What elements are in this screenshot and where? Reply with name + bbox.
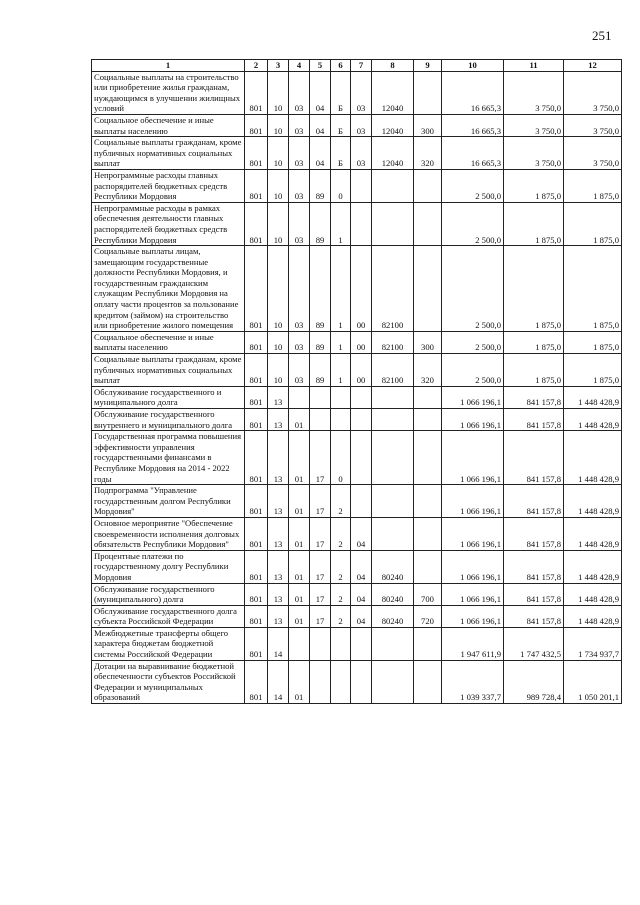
row-cell-c10: 2 500,0 bbox=[442, 246, 504, 332]
row-cell-c2: 801 bbox=[245, 354, 268, 387]
column-header: 2 bbox=[245, 60, 268, 72]
row-cell-c5 bbox=[310, 386, 331, 408]
row-cell-c10: 1 066 196,1 bbox=[442, 517, 504, 550]
column-header: 1 bbox=[92, 60, 245, 72]
row-cell-c10: 1 947 611,9 bbox=[442, 627, 504, 660]
row-cell-c5: 89 bbox=[310, 202, 331, 245]
table-row bbox=[92, 354, 622, 387]
row-cell-c3: 10 bbox=[268, 137, 289, 170]
row-cell-c6: 2 bbox=[331, 550, 351, 583]
row-cell-c4: 01 bbox=[289, 517, 310, 550]
row-cell-c6: 2 bbox=[331, 485, 351, 518]
row-cell-c5: 04 bbox=[310, 114, 331, 136]
row-cell-c3: 13 bbox=[268, 550, 289, 583]
page-number: 251 bbox=[592, 28, 612, 43]
row-cell-c12: 3 750,0 bbox=[564, 114, 622, 136]
row-cell-c5: 17 bbox=[310, 485, 331, 518]
table-row bbox=[92, 386, 622, 408]
row-cell-c5: 89 bbox=[310, 246, 331, 332]
row-cell-c5 bbox=[310, 409, 331, 431]
row-cell-c3: 13 bbox=[268, 386, 289, 408]
row-cell-c12: 1 448 428,9 bbox=[564, 386, 622, 408]
row-cell-c4: 01 bbox=[289, 485, 310, 518]
row-cell-c10: 1 066 196,1 bbox=[442, 431, 504, 485]
row-cell-c6 bbox=[331, 627, 351, 660]
table-row bbox=[92, 660, 622, 703]
row-cell-c5: 89 bbox=[310, 354, 331, 387]
row-cell-c4: 03 bbox=[289, 246, 310, 332]
row-cell-c7: 00 bbox=[351, 246, 372, 332]
row-name-cell: Социальные выплаты гражданам, кроме публичных нормативных социальных выплат bbox=[92, 354, 245, 387]
row-cell-c10: 1 066 196,1 bbox=[442, 605, 504, 627]
row-name-cell: Непрограммные расходы главных распорядителей бюджетных средств Республики Мордовия bbox=[92, 169, 245, 202]
row-cell-c12: 1 448 428,9 bbox=[564, 409, 622, 431]
column-header: 4 bbox=[289, 60, 310, 72]
row-cell-c9: 720 bbox=[414, 605, 442, 627]
row-cell-c9: 700 bbox=[414, 583, 442, 605]
row-cell-c5: 04 bbox=[310, 71, 331, 114]
row-cell-c4: 03 bbox=[289, 114, 310, 136]
row-name-cell: Социальное обеспечение и иные выплаты населению bbox=[92, 331, 245, 353]
row-cell-c2: 801 bbox=[245, 431, 268, 485]
row-cell-c3: 10 bbox=[268, 331, 289, 353]
row-name-cell: Основное мероприятие "Обеспечение своевременности исполнения долговых обязательств Республики Мордовия" bbox=[92, 517, 245, 550]
row-name-cell: Государственная программа повышения эффективности управления государственными финансами в Республике Мордовия на 2014 - 2022 годы bbox=[92, 431, 245, 485]
column-header: 7 bbox=[351, 60, 372, 72]
row-cell-c10: 1 066 196,1 bbox=[442, 409, 504, 431]
row-cell-c8: 12040 bbox=[372, 137, 414, 170]
row-cell-c4: 03 bbox=[289, 354, 310, 387]
row-cell-c12: 1 875,0 bbox=[564, 331, 622, 353]
row-cell-c9: 300 bbox=[414, 331, 442, 353]
row-cell-c11: 3 750,0 bbox=[504, 137, 564, 170]
row-cell-c10: 1 066 196,1 bbox=[442, 386, 504, 408]
row-cell-c2: 801 bbox=[245, 169, 268, 202]
row-cell-c8: 82100 bbox=[372, 246, 414, 332]
row-cell-c11: 841 157,8 bbox=[504, 605, 564, 627]
row-cell-c2: 801 bbox=[245, 409, 268, 431]
row-cell-c6: Б bbox=[331, 114, 351, 136]
row-cell-c10: 16 665,3 bbox=[442, 71, 504, 114]
row-cell-c7: 03 bbox=[351, 114, 372, 136]
row-cell-c9 bbox=[414, 169, 442, 202]
row-cell-c9 bbox=[414, 409, 442, 431]
row-cell-c12: 1 734 937,7 bbox=[564, 627, 622, 660]
row-cell-c5: 89 bbox=[310, 169, 331, 202]
row-cell-c8: 82100 bbox=[372, 354, 414, 387]
row-cell-c6: 1 bbox=[331, 354, 351, 387]
row-cell-c4 bbox=[289, 386, 310, 408]
row-cell-c4: 01 bbox=[289, 409, 310, 431]
row-name-cell: Обслуживание государственного и муниципального долга bbox=[92, 386, 245, 408]
row-cell-c6 bbox=[331, 386, 351, 408]
row-cell-c3: 10 bbox=[268, 71, 289, 114]
row-name-cell: Обслуживание государственного (муниципального) долга bbox=[92, 583, 245, 605]
row-cell-c8: 80240 bbox=[372, 583, 414, 605]
row-cell-c9 bbox=[414, 202, 442, 245]
row-cell-c7 bbox=[351, 627, 372, 660]
row-cell-c12: 1 448 428,9 bbox=[564, 431, 622, 485]
row-cell-c2: 801 bbox=[245, 246, 268, 332]
row-cell-c9 bbox=[414, 627, 442, 660]
table-row bbox=[92, 431, 622, 485]
row-cell-c7: 04 bbox=[351, 583, 372, 605]
row-cell-c5: 17 bbox=[310, 517, 331, 550]
row-cell-c3: 13 bbox=[268, 605, 289, 627]
row-cell-c11: 1 875,0 bbox=[504, 169, 564, 202]
row-cell-c10: 2 500,0 bbox=[442, 202, 504, 245]
row-cell-c7: 03 bbox=[351, 71, 372, 114]
table-row bbox=[92, 517, 622, 550]
row-cell-c2: 801 bbox=[245, 517, 268, 550]
row-cell-c4: 03 bbox=[289, 137, 310, 170]
row-cell-c6: Б bbox=[331, 71, 351, 114]
row-cell-c8 bbox=[372, 409, 414, 431]
column-header: 10 bbox=[442, 60, 504, 72]
row-cell-c7: 04 bbox=[351, 550, 372, 583]
table-row bbox=[92, 202, 622, 245]
row-cell-c4: 03 bbox=[289, 169, 310, 202]
row-cell-c3: 10 bbox=[268, 169, 289, 202]
row-name-cell: Социальные выплаты лицам, замещающим государственные должности Республики Мордовия, и государственным гражданским служащим Республики Мордовия на оплату части процентов за пользование кредитом (займом) на строительство или приобретение жилого помещения bbox=[92, 246, 245, 332]
row-cell-c12: 3 750,0 bbox=[564, 137, 622, 170]
row-cell-c3: 10 bbox=[268, 202, 289, 245]
row-cell-c5: 17 bbox=[310, 583, 331, 605]
row-cell-c2: 801 bbox=[245, 550, 268, 583]
row-cell-c4: 03 bbox=[289, 71, 310, 114]
row-cell-c8 bbox=[372, 485, 414, 518]
row-cell-c4: 03 bbox=[289, 202, 310, 245]
row-cell-c6: 2 bbox=[331, 583, 351, 605]
column-header: 12 bbox=[564, 60, 622, 72]
row-cell-c7 bbox=[351, 169, 372, 202]
row-cell-c9 bbox=[414, 485, 442, 518]
row-cell-c9: 300 bbox=[414, 114, 442, 136]
row-cell-c10: 2 500,0 bbox=[442, 169, 504, 202]
row-cell-c10: 1 039 337,7 bbox=[442, 660, 504, 703]
row-cell-c4 bbox=[289, 627, 310, 660]
row-cell-c5 bbox=[310, 660, 331, 703]
row-cell-c12: 1 448 428,9 bbox=[564, 605, 622, 627]
row-cell-c2: 801 bbox=[245, 660, 268, 703]
column-header: 11 bbox=[504, 60, 564, 72]
row-cell-c8: 12040 bbox=[372, 114, 414, 136]
row-cell-c11: 841 157,8 bbox=[504, 386, 564, 408]
row-cell-c8 bbox=[372, 169, 414, 202]
table-row bbox=[92, 550, 622, 583]
row-cell-c3: 13 bbox=[268, 517, 289, 550]
row-name-cell: Подпрограмма "Управление государственным долгом Республики Мордовия" bbox=[92, 485, 245, 518]
row-cell-c8: 82100 bbox=[372, 331, 414, 353]
row-cell-c9 bbox=[414, 431, 442, 485]
row-cell-c12: 1 050 201,1 bbox=[564, 660, 622, 703]
row-cell-c6 bbox=[331, 660, 351, 703]
row-cell-c6: Б bbox=[331, 137, 351, 170]
row-cell-c4: 01 bbox=[289, 605, 310, 627]
table-row bbox=[92, 169, 622, 202]
column-header: 3 bbox=[268, 60, 289, 72]
row-cell-c10: 2 500,0 bbox=[442, 331, 504, 353]
row-cell-c9: 320 bbox=[414, 354, 442, 387]
row-cell-c5 bbox=[310, 627, 331, 660]
row-cell-c6: 2 bbox=[331, 517, 351, 550]
table-header-row bbox=[92, 60, 622, 72]
row-cell-c9 bbox=[414, 71, 442, 114]
row-cell-c2: 801 bbox=[245, 71, 268, 114]
row-cell-c8 bbox=[372, 202, 414, 245]
row-cell-c12: 1 875,0 bbox=[564, 202, 622, 245]
row-cell-c12: 3 750,0 bbox=[564, 71, 622, 114]
row-cell-c4: 01 bbox=[289, 660, 310, 703]
table-row bbox=[92, 331, 622, 353]
row-cell-c4: 03 bbox=[289, 331, 310, 353]
row-cell-c6 bbox=[331, 409, 351, 431]
row-name-cell: Дотации на выравнивание бюджетной обеспеченности субъектов Российской Федерации и муниципальных образований bbox=[92, 660, 245, 703]
row-cell-c10: 16 665,3 bbox=[442, 114, 504, 136]
row-cell-c6: 0 bbox=[331, 431, 351, 485]
table-row bbox=[92, 246, 622, 332]
row-cell-c12: 1 875,0 bbox=[564, 246, 622, 332]
row-cell-c3: 14 bbox=[268, 627, 289, 660]
row-cell-c8 bbox=[372, 660, 414, 703]
row-cell-c8 bbox=[372, 431, 414, 485]
row-cell-c12: 1 448 428,9 bbox=[564, 517, 622, 550]
table-row bbox=[92, 583, 622, 605]
row-cell-c6: 2 bbox=[331, 605, 351, 627]
row-cell-c7 bbox=[351, 660, 372, 703]
row-cell-c8: 80240 bbox=[372, 550, 414, 583]
row-cell-c4: 01 bbox=[289, 583, 310, 605]
row-cell-c7: 04 bbox=[351, 605, 372, 627]
row-cell-c9: 320 bbox=[414, 137, 442, 170]
row-cell-c5: 17 bbox=[310, 605, 331, 627]
row-cell-c8 bbox=[372, 517, 414, 550]
row-name-cell: Процентные платежи по государственному долгу Республики Мордовия bbox=[92, 550, 245, 583]
column-header: 5 bbox=[310, 60, 331, 72]
row-cell-c11: 1 875,0 bbox=[504, 354, 564, 387]
row-cell-c12: 1 875,0 bbox=[564, 354, 622, 387]
row-cell-c8: 12040 bbox=[372, 71, 414, 114]
row-cell-c5: 89 bbox=[310, 331, 331, 353]
table-row bbox=[92, 605, 622, 627]
row-cell-c7: 00 bbox=[351, 331, 372, 353]
table-row bbox=[92, 71, 622, 114]
row-cell-c12: 1 875,0 bbox=[564, 169, 622, 202]
row-cell-c10: 16 665,3 bbox=[442, 137, 504, 170]
row-name-cell: Межбюджетные трансферты общего характера бюджетам бюджетной системы Российской Федерации bbox=[92, 627, 245, 660]
row-cell-c11: 1 747 432,5 bbox=[504, 627, 564, 660]
row-cell-c10: 1 066 196,1 bbox=[442, 583, 504, 605]
row-cell-c11: 841 157,8 bbox=[504, 583, 564, 605]
row-cell-c12: 1 448 428,9 bbox=[564, 485, 622, 518]
row-cell-c9 bbox=[414, 550, 442, 583]
table-row bbox=[92, 114, 622, 136]
row-cell-c3: 10 bbox=[268, 246, 289, 332]
row-cell-c3: 13 bbox=[268, 431, 289, 485]
row-cell-c5: 17 bbox=[310, 550, 331, 583]
row-cell-c11: 3 750,0 bbox=[504, 71, 564, 114]
row-cell-c9 bbox=[414, 386, 442, 408]
column-header: 9 bbox=[414, 60, 442, 72]
row-cell-c6: 0 bbox=[331, 169, 351, 202]
budget-table bbox=[91, 59, 622, 704]
table-row bbox=[92, 137, 622, 170]
row-cell-c3: 13 bbox=[268, 485, 289, 518]
row-cell-c10: 1 066 196,1 bbox=[442, 485, 504, 518]
row-cell-c9 bbox=[414, 660, 442, 703]
row-cell-c4: 01 bbox=[289, 431, 310, 485]
column-header: 6 bbox=[331, 60, 351, 72]
row-cell-c2: 801 bbox=[245, 627, 268, 660]
row-cell-c11: 841 157,8 bbox=[504, 485, 564, 518]
row-cell-c7 bbox=[351, 485, 372, 518]
row-cell-c3: 13 bbox=[268, 583, 289, 605]
row-cell-c11: 1 875,0 bbox=[504, 246, 564, 332]
row-name-cell: Социальное обеспечение и иные выплаты населению bbox=[92, 114, 245, 136]
row-cell-c5: 04 bbox=[310, 137, 331, 170]
row-cell-c12: 1 448 428,9 bbox=[564, 583, 622, 605]
row-cell-c6: 1 bbox=[331, 331, 351, 353]
row-cell-c3: 10 bbox=[268, 114, 289, 136]
row-cell-c8: 80240 bbox=[372, 605, 414, 627]
row-cell-c8 bbox=[372, 386, 414, 408]
row-cell-c11: 1 875,0 bbox=[504, 331, 564, 353]
row-cell-c10: 2 500,0 bbox=[442, 354, 504, 387]
column-header: 8 bbox=[372, 60, 414, 72]
row-cell-c2: 801 bbox=[245, 386, 268, 408]
row-cell-c3: 14 bbox=[268, 660, 289, 703]
row-cell-c12: 1 448 428,9 bbox=[564, 550, 622, 583]
row-cell-c7 bbox=[351, 386, 372, 408]
row-cell-c7: 03 bbox=[351, 137, 372, 170]
row-cell-c7 bbox=[351, 431, 372, 485]
row-cell-c7 bbox=[351, 202, 372, 245]
row-cell-c2: 801 bbox=[245, 605, 268, 627]
table-row bbox=[92, 485, 622, 518]
row-cell-c8 bbox=[372, 627, 414, 660]
row-cell-c9 bbox=[414, 517, 442, 550]
row-cell-c6: 1 bbox=[331, 202, 351, 245]
row-cell-c9 bbox=[414, 246, 442, 332]
row-cell-c11: 3 750,0 bbox=[504, 114, 564, 136]
row-name-cell: Социальные выплаты на строительство или приобретение жилья гражданам, нуждающимся в улучшении жилищных условий bbox=[92, 71, 245, 114]
row-cell-c2: 801 bbox=[245, 583, 268, 605]
row-name-cell: Обслуживание государственного внутреннего и муниципального долга bbox=[92, 409, 245, 431]
row-cell-c2: 801 bbox=[245, 114, 268, 136]
row-name-cell: Социальные выплаты гражданам, кроме публичных нормативных социальных выплат bbox=[92, 137, 245, 170]
table-row bbox=[92, 409, 622, 431]
row-cell-c4: 01 bbox=[289, 550, 310, 583]
row-cell-c7: 04 bbox=[351, 517, 372, 550]
row-cell-c7 bbox=[351, 409, 372, 431]
row-cell-c6: 1 bbox=[331, 246, 351, 332]
row-cell-c11: 989 728,4 bbox=[504, 660, 564, 703]
row-cell-c5: 17 bbox=[310, 431, 331, 485]
row-cell-c2: 801 bbox=[245, 137, 268, 170]
row-cell-c11: 1 875,0 bbox=[504, 202, 564, 245]
row-cell-c11: 841 157,8 bbox=[504, 550, 564, 583]
row-cell-c11: 841 157,8 bbox=[504, 517, 564, 550]
row-cell-c3: 10 bbox=[268, 354, 289, 387]
table-row bbox=[92, 627, 622, 660]
row-cell-c2: 801 bbox=[245, 202, 268, 245]
row-name-cell: Непрограммные расходы в рамках обеспечения деятельности главных распорядителей бюджетных средств Республики Мордовия bbox=[92, 202, 245, 245]
table-body bbox=[92, 71, 622, 703]
row-cell-c2: 801 bbox=[245, 331, 268, 353]
row-cell-c11: 841 157,8 bbox=[504, 409, 564, 431]
row-cell-c3: 13 bbox=[268, 409, 289, 431]
row-cell-c11: 841 157,8 bbox=[504, 431, 564, 485]
row-cell-c7: 00 bbox=[351, 354, 372, 387]
row-cell-c2: 801 bbox=[245, 485, 268, 518]
row-cell-c10: 1 066 196,1 bbox=[442, 550, 504, 583]
row-name-cell: Обслуживание государственного долга субъекта Российской Федерации bbox=[92, 605, 245, 627]
